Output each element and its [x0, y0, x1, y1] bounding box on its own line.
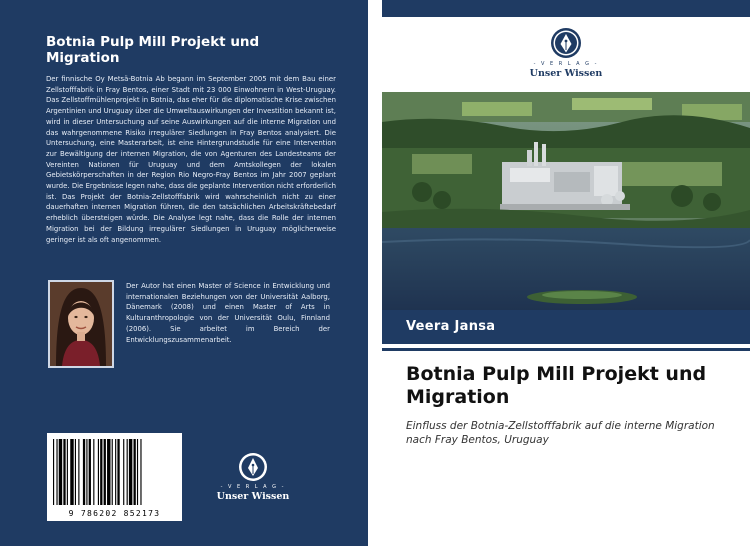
barcode-bar	[93, 439, 94, 505]
barcode-bar	[140, 439, 141, 505]
barcode-bar	[129, 439, 132, 505]
book-title: Botnia Pulp Mill Projekt und Migration	[406, 363, 707, 408]
publisher-verlag-label: - V E R L A G -	[220, 484, 286, 490]
barcode-bar	[137, 439, 138, 505]
barcode-bar	[89, 439, 91, 505]
back-cover	[0, 0, 368, 546]
divider-rule	[382, 348, 750, 351]
cover-photo-pulp-mill	[382, 92, 750, 310]
fountain-pen-nib-icon	[550, 27, 582, 59]
spine	[368, 0, 382, 546]
barcode-bar	[86, 439, 87, 505]
top-band	[382, 0, 750, 17]
author-photo	[48, 280, 114, 368]
front-cover	[382, 0, 750, 546]
author-bio: Der Autor hat einen Master of Science in Entwicklung und internationalen Beziehungen von der Universität Aalborg, Dänemark (2008) und einen Master of Arts in Kulturanthropologie von der Universität Oulu, Finnland (2006). Sie arbeitet im Bereich der Entwicklungszusammenarbeit.	[126, 282, 330, 344]
publisher-verlag-label: - V E R L A G -	[533, 61, 599, 67]
barcode-bar	[104, 439, 106, 505]
author-band	[382, 310, 750, 344]
barcode-bar	[100, 439, 102, 505]
barcode-bar	[98, 439, 99, 505]
publisher-name: Unser Wissen	[529, 68, 603, 79]
barcode-bar	[107, 439, 110, 505]
isbn-barcode	[47, 433, 182, 521]
publisher-logo-back	[212, 452, 294, 512]
barcode-bar	[123, 439, 124, 505]
barcode-bar	[59, 439, 62, 505]
back-cover-title: Botnia Pulp Mill Projekt und Migration	[46, 34, 260, 66]
barcode-bar	[112, 439, 113, 505]
barcode-bar	[67, 439, 68, 505]
barcode-bar	[117, 439, 119, 505]
fountain-pen-nib-icon	[238, 452, 268, 482]
publisher-name: Unser Wissen	[216, 491, 290, 502]
barcode-bar	[115, 439, 116, 505]
barcode-bar	[53, 439, 54, 505]
book-subtitle: Einfluss der Botnia-Zellstofffabrik auf die interne Migration nach Fray Bentos, Uruguay	[406, 420, 715, 446]
book-blurb: Der finnische Oy Metsä-Botnia Ab begann im September 2005 mit dem Bau einer Zellstofffabrik in Fray Bentos, einer Stadt mit 23 000 Einwohnern in West-Uruguay. Das Zellstoffmühlenprojekt in Botnia, das eher für die diplomatische Krise zwischen Argentinien und Uruguay über die Umweltauswirkungen der Investition bekannt ist, wird in dieser Untersuchung auf seine Auswirkungen auf die interne Migration und das wahrgenommene Risiko irregulärer Siedlungen in Fray Bentos analysiert. Die Untersuchung, eine Masterarbeit, ist eine Hintergrundstudie für eine Intervention zur Bewältigung der internen Migration, die von Agenturen des Landesteams der Vereinten Nationen für Uruguay und dem Amtskollegen der lokalen Gebietskörperschaften in der Region Rio Negro-Fray Bentos im Jahr 2007 geplant wurde. Die Ergebnisse legen nahe, dass die geplante Intervention nicht erforderlich ist. Das Projekt der Botnia-Zellstofffabrik wird wahrscheinlich nicht zu einer dauerhaften internen Migration führen, die den tatsächlichen Arbeitskräftebedarf erheblich übersteigen würde. Die Analyse legt nahe, dass die Rolle der internen Migration bei der Bildung irregulärer Siedlungen in Uruguay möglicherweise geringer ist als oft angenommen.	[46, 75, 336, 244]
barcode-bar	[56, 439, 57, 505]
barcode-bar	[75, 439, 76, 505]
barcode-bar	[63, 439, 65, 505]
barcode-bar	[78, 439, 79, 505]
publisher-logo-front	[514, 27, 618, 87]
author-name: Veera Jansa	[406, 319, 496, 334]
isbn-number: 9 786202 852173	[68, 509, 161, 518]
barcode-bar	[70, 439, 73, 505]
barcode-bar	[83, 439, 85, 505]
barcode-bar	[127, 439, 128, 505]
barcode-bar	[134, 439, 136, 505]
